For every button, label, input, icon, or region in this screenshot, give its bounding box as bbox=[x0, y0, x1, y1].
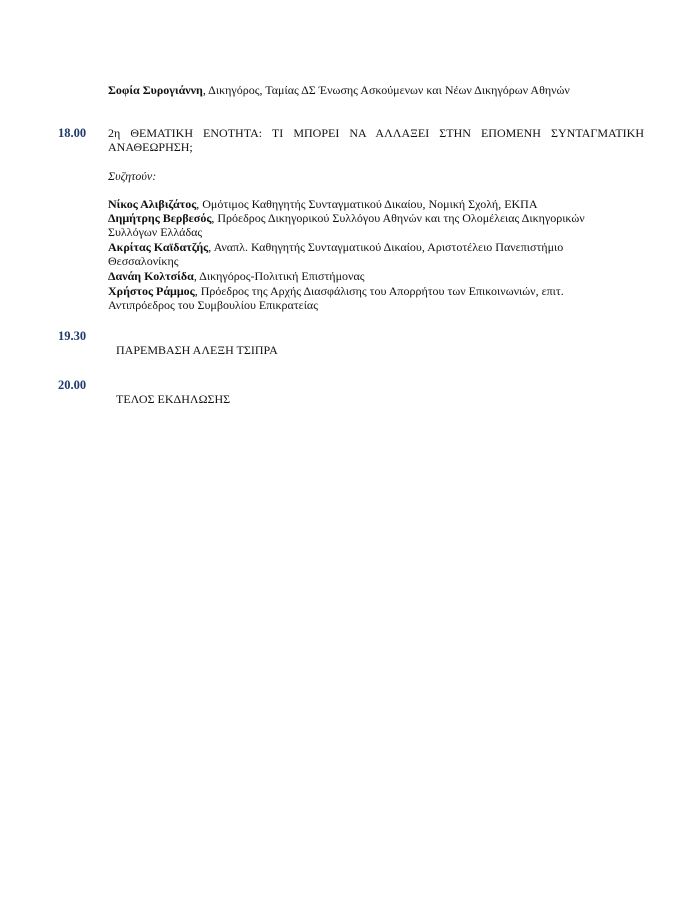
speaker-row bbox=[108, 284, 564, 298]
speaker-row bbox=[108, 197, 538, 211]
speaker-row bbox=[108, 211, 585, 225]
session-title-line2: ΑΝΑΘΕΩΡΗΣΗ; bbox=[108, 140, 193, 154]
speaker-role: , Δικηγόρος-Πολιτική Επιστήμονας bbox=[193, 269, 365, 283]
intro-line bbox=[108, 83, 570, 97]
speaker-name: Δημήτρης Βερβεσός bbox=[108, 211, 212, 225]
speaker-role-cont: Αντιπρόεδρος του Συμβουλίου Επικρατείας bbox=[108, 298, 318, 312]
session-title-line1: 2η ΘΕΜΑΤΙΚΗ ΕΝΟΤΗΤΑ: ΤΙ ΜΠΟΡΕΙ ΝΑ ΑΛΛΑΞΕΙ ΣΤΗΝ ΕΠΟΜΕΝΗ ΣΥΝΤΑΓΜΑΤΙΚΗ bbox=[108, 126, 644, 140]
session-1930-text: ΠΑΡΕΜΒΑΣΗ ΑΛΕΞΗ ΤΣΙΠΡΑ bbox=[116, 343, 278, 357]
session-2000-text: ΤΕΛΟΣ ΕΚΔΗΛΩΣΗΣ bbox=[116, 392, 231, 406]
speaker-name: Νίκος Αλιβιζάτος bbox=[108, 197, 197, 211]
speaker-row bbox=[108, 269, 364, 283]
time-1930: 19.30 bbox=[58, 329, 87, 343]
speaker-name: Χρήστος Ράμμος bbox=[108, 284, 195, 298]
discuss-label: Συζητούν: bbox=[108, 169, 157, 183]
speaker-role: , Αναπλ. Καθηγητής Συνταγματικού Δικαίου, Αριστοτέλειο Πανεπιστήμιο bbox=[208, 240, 564, 254]
speaker-row bbox=[108, 240, 563, 254]
speaker-name: Δανάη Κολτσίδα bbox=[108, 269, 194, 283]
speaker-name: Ακρίτας Καϊδατζής bbox=[108, 240, 209, 254]
speaker-role: , Πρόεδρος της Αρχής Διασφάλισης του Απορρήτου των Επικοινωνιών, επιτ. bbox=[194, 284, 564, 298]
time-2000: 20.00 bbox=[58, 378, 87, 392]
time-1800: 18.00 bbox=[58, 126, 87, 140]
intro-name: Σοφία Συρογιάννη bbox=[108, 83, 203, 97]
intro-role: , Δικηγόρος, Ταμίας ΔΣ Ένωσης Ασκούμενων και Νέων Δικηγόρων Αθηνών bbox=[202, 83, 570, 97]
speaker-role: , Πρόεδρος Δικηγορικού Συλλόγου Αθηνών και της Ολομέλειας Δικηγορικών bbox=[211, 211, 585, 225]
speaker-role: , Ομότιμος Καθηγητής Συνταγματικού Δικαίου, Νομική Σχολή, ΕΚΠΑ bbox=[196, 197, 538, 211]
speaker-role-cont: Θεσσαλονίκης bbox=[108, 254, 179, 268]
speaker-role-cont: Συλλόγων Ελλάδας bbox=[108, 225, 203, 239]
